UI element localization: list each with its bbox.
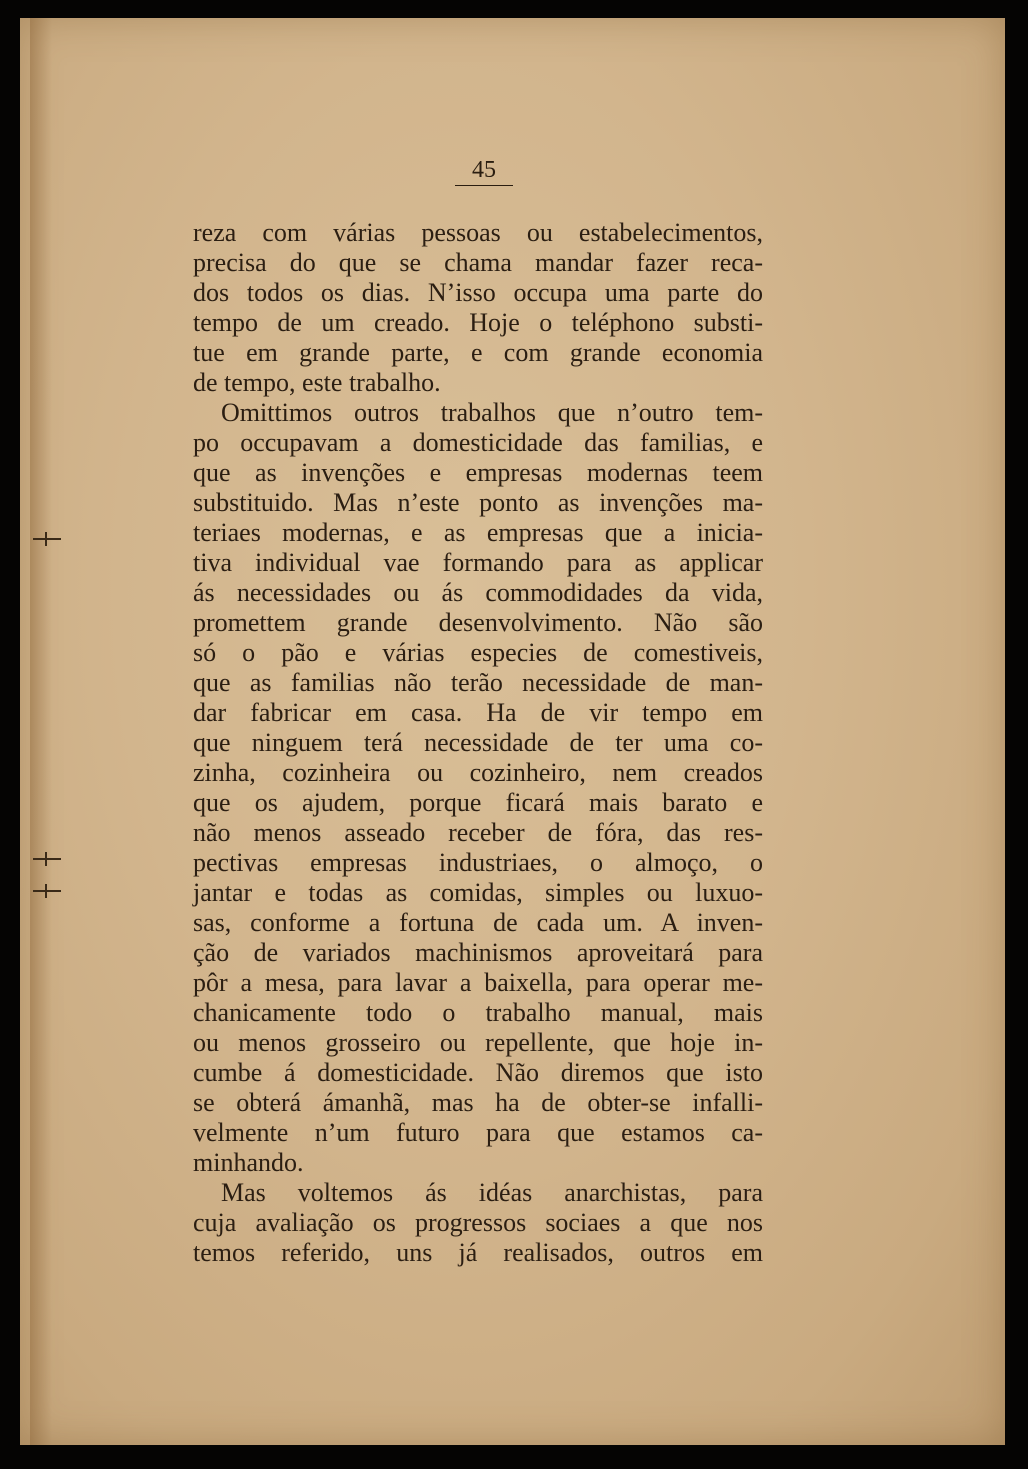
text-line: que os ajudem, porque ficará mais barato e: [193, 788, 763, 817]
text-line: zinha, cozinheira ou cozinheiro, nem creados: [193, 758, 763, 787]
text-line: Omittimos outros trabalhos que n’outro tem-: [221, 398, 763, 427]
binding-stitch-mark: [33, 858, 61, 860]
text-line: se obterá ámanhã, mas ha de obter-se infalli-: [193, 1088, 763, 1117]
text-line: tue em grande parte, e com grande economia: [193, 338, 763, 367]
text-line: jantar e todas as comidas, simples ou luxuo-: [193, 878, 763, 907]
text-line: cuja avaliação os progressos sociaes a que nos: [193, 1208, 763, 1237]
text-line: teriaes modernas, e as empresas que a inicia-: [193, 518, 763, 547]
text-line: que ninguem terá necessidade de ter uma co-: [193, 728, 763, 757]
text-line: não menos asseado receber de fóra, das res-: [193, 818, 763, 847]
text-line: velmente n’um futuro para que estamos ca-: [193, 1118, 763, 1147]
text-line: ção de variados machinismos aproveitará para: [193, 938, 763, 967]
text-line: que as invenções e empresas modernas teem: [193, 458, 763, 487]
text-line: ás necessidades ou ás commodidades da vida,: [193, 578, 763, 607]
text-line: cumbe á domesticidade. Não diremos que isto: [193, 1058, 763, 1087]
text-line: só o pão e várias especies de comestiveis,: [193, 638, 763, 667]
text-line: que as familias não terão necessidade de man-: [193, 668, 763, 697]
page-number: 45: [455, 157, 513, 186]
binding-stitch-mark: [33, 890, 61, 892]
text-line: temos referido, uns já realisados, outros em: [193, 1238, 763, 1267]
body-text: [193, 218, 763, 1268]
text-line: chanicamente todo o trabalho manual, mais: [193, 998, 763, 1027]
text-line: dos todos os dias. N’isso occupa uma parte do: [193, 278, 763, 307]
binding-stitch-mark: [33, 538, 61, 540]
text-line: reza com várias pessoas ou estabelecimentos,: [193, 218, 763, 247]
text-line: minhando.: [193, 1148, 304, 1177]
text-line: Mas voltemos ás idéas anarchistas, para: [221, 1178, 763, 1207]
text-line: precisa do que se chama mandar fazer reca-: [193, 248, 763, 277]
page-spine-shadow: [30, 18, 52, 1445]
text-line: tiva individual vae formando para as applicar: [193, 548, 763, 577]
text-line: substituido. Mas n’este ponto as invenções ma-: [193, 488, 763, 517]
text-line: pectivas empresas industriaes, o almoço, o: [193, 848, 763, 877]
text-line: tempo de um creado. Hoje o teléphono substi-: [193, 308, 763, 337]
text-line: ou menos grosseiro ou repellente, que hoje in-: [193, 1028, 763, 1057]
text-line: de tempo, este trabalho.: [193, 368, 441, 397]
text-line: dar fabricar em casa. Ha de vir tempo em: [193, 698, 763, 727]
text-line: po occupavam a domesticidade das familias, e: [193, 428, 763, 457]
text-line: sas, conforme a fortuna de cada um. A inven-: [193, 908, 763, 937]
text-line: promettem grande desenvolvimento. Não são: [193, 608, 763, 637]
text-line: pôr a mesa, para lavar a baixella, para operar me-: [193, 968, 763, 997]
